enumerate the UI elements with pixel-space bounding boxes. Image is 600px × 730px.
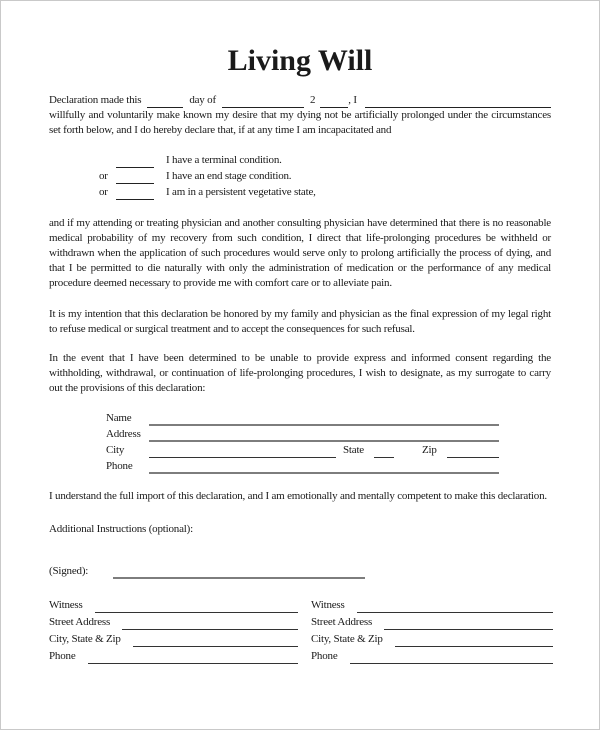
witness1-name-label: Witness [49,599,83,611]
witness2-city-state-zip-row [311,630,553,647]
witness1-street-input[interactable] [122,617,298,630]
surrogate-name-row [106,410,499,426]
year-blank[interactable] [320,96,348,108]
signed-label: (Signed): [49,565,89,577]
additional-instructions-label: Additional Instructions (optional): [49,523,193,535]
paragraph-intention: It is my intention that this declaration be honored by my family and physician as the final expression of my legal right to refuse medical or surgical treatment and to accept the consequences for such refusal. [49,308,551,335]
surrogate-phone-label: Phone [106,460,133,472]
declarant-name-blank[interactable] [365,96,551,108]
surrogate-name-label: Name [106,412,132,424]
declaration-continuation: willfully and voluntarily make known my desire that my dying not be artificially prolonged under the circumstances set forth below, and I do hereby declare that, if at any time I am incapacitated and [49,109,551,136]
end-stage-condition-text: I have an end stage condition. [166,170,292,182]
witness1-city-state-zip-input[interactable] [133,634,298,647]
paragraph-competence: I understand the full import of this declaration, and I am emotionally and mentally competent to make this declaration. [49,490,547,502]
witness1-phone-input[interactable] [88,651,298,664]
witness2-name-row [311,596,553,613]
option-terminal-condition [99,152,551,168]
witness-section [49,596,551,664]
signed-row [49,563,551,579]
surrogate-zip-label: Zip [422,444,437,456]
signature-input[interactable] [113,565,365,579]
surrogate-state-label: State [343,444,364,456]
surrogate-city-input[interactable] [149,445,336,458]
vegetative-state-text: I am in a persistent vegetative state, [166,186,316,198]
surrogate-city-label: City [106,444,125,456]
surrogate-address-input[interactable] [149,428,499,442]
end-stage-condition-blank[interactable] [116,172,154,184]
witness1-street-row [49,613,298,630]
condition-options [99,152,551,200]
surrogate-address-label: Address [106,428,141,440]
paragraph-directive: and if my attending or treating physician and another consulting physician have determined that there is no reasonable medical probability of my recovery from such condition, I direct that life-prolonging procedures be withheld or withdrawn when the application of such procedures would serve only to prolong artificially the process of dying, and that I be permitted to die naturally with only the administration of medication or the performance of any medical procedure deemed necessary to provide me with comfort care or to alleviate pain. [49,217,551,289]
declaration-made-this-text: Declaration made this [49,94,142,106]
surrogate-zip-input[interactable] [447,445,499,458]
declaration-opening-line [49,93,551,108]
surrogate-name-input[interactable] [149,412,499,426]
terminal-condition-blank[interactable] [116,156,154,168]
day-blank[interactable] [147,96,183,108]
surrogate-city-row [106,442,499,458]
day-of-text: day of [189,94,216,106]
witness1-city-state-zip-label: City, State & Zip [49,633,121,645]
or-label-2: or [99,186,108,198]
witness2-city-state-zip-label: City, State & Zip [311,633,383,645]
surrogate-address-row [106,426,499,442]
surrogate-state-input[interactable] [374,445,394,458]
option-vegetative-state [99,184,551,200]
paragraph-surrogate-intro: In the event that I have been determined to be unable to provide express and informed consent regarding the withholding, withdrawal, or continuation of life-prolonging procedures, I wish to designate, as my surrogate to carry out the provisions of this declaration: [49,352,551,394]
witness-column-1 [49,596,298,664]
witness1-name-row [49,596,298,613]
witness1-street-label: Street Address [49,616,111,628]
page-title: Living Will [227,44,373,77]
witness2-street-row [311,613,553,630]
witness2-name-input[interactable] [357,600,553,613]
terminal-condition-text: I have a terminal condition. [166,154,282,166]
witness2-phone-row [311,647,553,664]
surrogate-phone-input[interactable] [149,460,499,474]
option-end-stage-condition [99,168,551,184]
witness2-phone-label: Phone [311,650,338,662]
witness2-street-label: Street Address [311,616,373,628]
comma-i-text: , I [348,94,357,106]
witness2-phone-input[interactable] [350,651,553,664]
year-prefix-text: 2 [309,94,316,106]
witness-column-2 [311,596,553,664]
surrogate-fields [106,410,499,474]
witness2-street-input[interactable] [384,617,553,630]
or-label-1: or [99,170,108,182]
witness1-name-input[interactable] [95,600,298,613]
witness1-phone-label: Phone [49,650,76,662]
witness2-city-state-zip-input[interactable] [395,634,553,647]
witness1-city-state-zip-row [49,630,298,647]
surrogate-phone-row [106,458,499,474]
month-blank[interactable] [222,96,304,108]
witness1-phone-row [49,647,298,664]
witness2-name-label: Witness [311,599,345,611]
vegetative-state-blank[interactable] [116,188,154,200]
